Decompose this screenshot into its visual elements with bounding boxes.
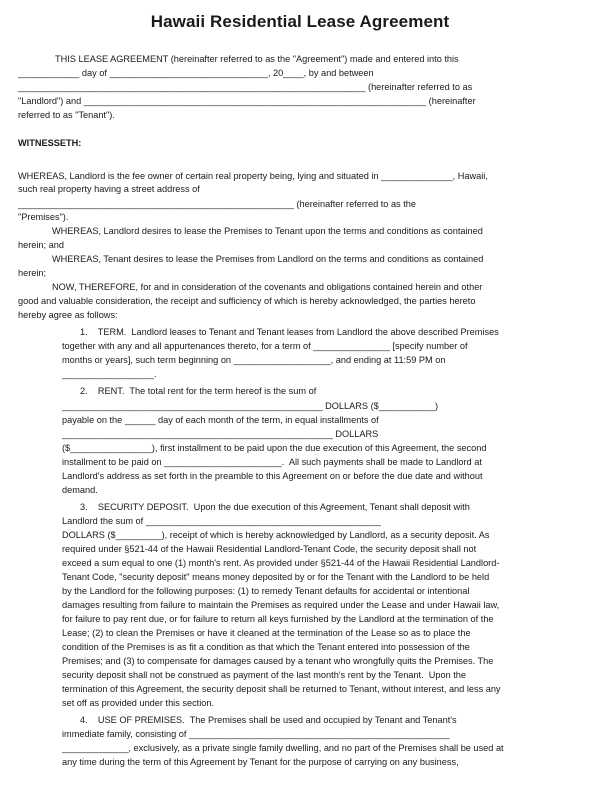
text-line: THIS LEASE AGREEMENT (hereinafter referred to as the "Agreement") made and entered into this — [55, 54, 459, 64]
text-line: such real property having a street address of — [18, 184, 200, 194]
text-line: security deposit shall not be construed as payment of the last month's rent by the Tenant. Upon the — [62, 670, 467, 680]
text-line: required under §521-44 of the Hawaii Residential Landlord-Tenant Code, the security deposit shall not — [62, 544, 477, 554]
text-line: Landlord the sum of ______________________________________________ — [62, 516, 381, 526]
text-line: ___________________________________________________ DOLLARS ($___________) — [62, 401, 439, 411]
text-line: _____________________________________________________ DOLLARS — [62, 429, 379, 439]
text-line: damages resulting from failure to maintain the Premises as required under the Lease and under Hawaii law, — [62, 600, 500, 610]
text-line: NOW, THEREFORE, for and in consideration of the covenants and obligations contained herein and other — [52, 282, 483, 292]
text-line: WHEREAS, Landlord desires to lease the Premises to Tenant upon the terms and conditions as contained — [52, 226, 483, 236]
text-line: demand. — [62, 485, 98, 495]
text-line: "Premises"). — [18, 212, 69, 222]
text-line: referred to as "Tenant"). — [18, 110, 115, 120]
text-line: termination of this Agreement, the security deposit shall be returned to Tenant, without interest, and less any — [62, 684, 501, 694]
text-line: 1. TERM. Landlord leases to Tenant and Tenant leases from Landlord the above described Premises — [80, 327, 499, 337]
text-line: Landlord's address as set forth in the preamble to this Agreement on or before the due date and without — [62, 471, 483, 481]
text-line: WHEREAS, Landlord is the fee owner of certain real property being, lying and situated in ______________, Hawaii, — [18, 171, 488, 181]
text-line: set off as provided under this section. — [62, 698, 215, 708]
text-line: ____________ day of _______________________________, 20____, by and between — [18, 68, 374, 78]
text-line: Tenant Code, "security deposit" means money deposited by or for the Tenant with the Landlord to be held — [62, 572, 490, 582]
text-line: _____________, exclusively, as a private single family dwelling, and no part of the Premises shall be used at — [62, 743, 504, 753]
text-line: for failure to pay rent due, or for failure to return all keys furnished by the Landlord at the termination of the — [62, 614, 494, 624]
text-line: condition of the Premises is as fit a condition as that which the Tenant entered into possession of the — [62, 642, 470, 652]
text-line: 3. SECURITY DEPOSIT. Upon the due execution of this Agreement, Tenant shall deposit with — [80, 502, 470, 512]
text-line: herein; — [18, 268, 47, 278]
text-line: "Landlord") and ___________________________________________________________________ (hereinafter — [18, 96, 476, 106]
text-line: ______________________________________________________ (hereinafter referred to as the — [18, 199, 416, 209]
document-title: Hawaii Residential Lease Agreement — [150, 12, 450, 31]
text-line: 2. RENT. The total rent for the term hereof is the sum of — [80, 386, 317, 396]
text-line: hereby agree as follows: — [18, 310, 118, 320]
text-line: ____________________________________________________________________ (hereinafter referred to as — [18, 82, 473, 92]
text-line: 4. USE OF PREMISES. The Premises shall be used and occupied by Tenant and Tenant's — [80, 715, 457, 725]
text-line: __________________. — [62, 369, 157, 379]
text-line: good and valuable consideration, the receipt and sufficiency of which is hereby acknowledged, the parties hereto — [18, 296, 476, 306]
text-line: Premises; and (3) to compensate for damages caused by a tenant who wrongfully quits the Premises. The — [62, 656, 494, 666]
text-line: payable on the ______ day of each month of the term, in equal installments of — [62, 415, 379, 425]
text-line: exceed a sum equal to one (1) month's rent. As provided under §521-44 of the Hawaii Residential Landlord- — [62, 558, 500, 568]
text-line: herein; and — [18, 240, 64, 250]
text-line: together with any and all appurtenances thereto, for a term of _______________ [specify number of — [62, 341, 468, 351]
text-line: Lease; (2) to clean the Premises or have it cleaned at the termination of the Lease so as to place the — [62, 628, 471, 638]
text-line: months or years], such term beginning on ___________________, and ending at 11:59 PM on — [62, 355, 446, 365]
text-line: ($________________), first installment to be paid upon the due execution of this Agreement, the second — [62, 443, 487, 453]
text-line: immediate family, consisting of ___________________________________________________ — [62, 729, 450, 739]
text-line: any time during the term of this Agreement by Tenant for the purpose of carrying on any business, — [62, 757, 459, 767]
text-line: DOLLARS ($_________), receipt of which is hereby acknowledged by Landlord, as a security deposit. As — [62, 530, 490, 540]
text-line: WHEREAS, Tenant desires to lease the Premises from Landlord on the terms and conditions as contained — [52, 254, 484, 264]
text-line: WITNESSETH: — [18, 138, 82, 148]
text-line: installment to be paid on _______________________. All such payments shall be made to Landlord at — [62, 457, 482, 467]
text-line: by the Landlord for the following purposes: (1) to remedy Tenant defaults for accidental or intentional — [62, 586, 470, 596]
